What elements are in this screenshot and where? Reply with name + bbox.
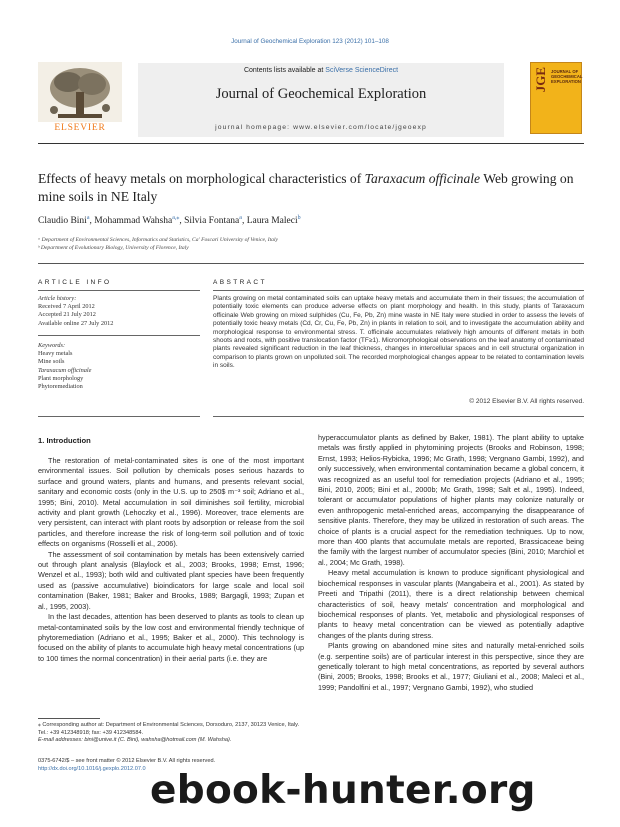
paragraph: The restoration of metal-contaminated sites is one of the most important environmental issues. Soil pollution by chemicals poses serious hazards to surface and ground waters, plants and humans, and presents relevant social, sanitary and economic costs (only in the U.S. up to 250$ m⁻³ soil; Adriano et al., 1995; Bini, 2010). Metal accumulation in soil diminishes soil fertility, microbial activity and plant growth (Lehoczky et al., 1996). Moreover, trace elements are very persistent, can interact with plant roots by adsorption or release from the soil particles, and therefore increase the risk of long-term soil pollution and of toxic effects on organisms (Rosselli et al., 2006). [38, 456, 304, 549]
body-column-right [318, 433, 584, 693]
journal-reference[interactable]: Journal of Geochemical Exploration 123 (2012) 101–108 [231, 38, 389, 45]
section-rule [38, 263, 584, 264]
cover-title: JOURNAL OF GEOCHEMICAL EXPLORATION [551, 69, 583, 84]
introduction-heading: 1. Introduction [38, 436, 91, 445]
author-name[interactable]: Mohammad Wahsha [94, 216, 173, 227]
publisher-name: ELSEVIER [54, 123, 106, 133]
paragraph: Heavy metal accumulation is known to produce significant physiological and biochemical responses in vascular plants (Mangabeira et al., 2001). As stated by Preeti and Tripathi (2011), there is a direct relationship between chemical characteristics of soil, heavy metals' concentration and morphological and biochemical responses of plants. Yet, metabolic and physiological responses of plants to heavy metal concentration can be viewed as potentially adaptive changes of the plants during stress. [318, 568, 584, 640]
paragraph: hyperaccumulator plants as defined by Baker, 1981). The plant ability to uptake metals was firstly applied in phytomining projects (Brooks and Robinson, 1998; Ernst, 1993; Helios-Rybicka, 1996; Mc Grath, 1998; Vergnano Gambi, 1992), and only successively, when environmental contamination became a global concern, it was recognized as an useful tool for remediation projects (Adriano et al., 1995; Bini, 2010, 2005; Bini et al., 2000b; Mc Grath, 1998; Salt et al., 1995). Indeed, tolerant or accumulator populations of higher plants may colonize naturally or even anthropogenic metal-enriched areas, accompanying the disappearance of sensitive plants. Therefore, they may be utilized in restoration of such areas. The choice of plants is a crucial aspect for the remediation techniques. Up to now, more than 400 plants that accumulate metals are reported, Brassicaceae being the family with the largest number of accumulator species (Bini, 2010; Marchiol et al., 2004; Mc Grath, 1998). [318, 433, 584, 567]
body-column-left [38, 456, 304, 664]
keyword: Heavy metals [38, 350, 73, 358]
article-title: Effects of heavy metals on morphological characteristics of Taraxacum officinale Web growing on mine soils in NE Italy [38, 171, 574, 204]
paragraph: In the last decades, attention has been deserved to plants as tools to clean up metal-contaminated soils by the low cost and environmental friendly technique of phytoremediation (Adriano et al., 1995; Baker et al., 2000). This technology is focused on the ability of plants to accumulate high heavy metal concentrations (up to 100 times the normal concentration) in their aerial parts (i.e. they are [38, 612, 304, 663]
copyright: © 2012 Elsevier B.V. All rights reserved. [469, 398, 584, 405]
affiliation-a: ᵃ Department of Environmental Sciences, Informatics and Statistics, Ca' Foscari University of Venice, Italy [38, 237, 278, 243]
keyword: Taraxacum officinale [38, 366, 92, 374]
paragraph: The assessment of soil contamination by metals has been extensively carried out through plant analysis (Blaylock et al., 2003; Brooks, 1998; Ernst, 1996; Wenzel et al., 1993); both wild and cultivated plant species have been frequently used as (passive accumulative) bioindicators for large scale and local soil contamination (Baker, 1981; Baker and Brooks, 1989; Bargagli, 1993; Zupan et al., 1995, 2003). [38, 549, 304, 611]
keywords: Keywords: Heavy metals Mine soils Taraxacum officinale Plant morphology Phytoremediation [38, 342, 200, 391]
author-name[interactable]: Claudio Bini [38, 216, 87, 227]
abstract-text: Plants growing on metal contaminated soils can uptake heavy metals and accumulate them in their tissues; the accumulation of potentially toxic elements can produce adverse effects on plant morphology and health. In this study, plants of Taraxacum officinale Web growing on mixed sulphides (Cu, Fe, Pb, Zn) mine waste in NE Italy were studied in order to assess the levels of potentially toxic heavy metals (Cd, Cr, Cu, Fe, Pb, Zn) in plants in relation to soil, and to investigate the accumulation ability and morphological response to environmental stress. T. officinale accumulates relatively high amounts of different metals in both shoots and roots, with positive translocation factor (TF≥1). Micromorphological observations on the leaf anatomy of contaminated plants revealed significant reduction in the leaf thickness, changes in intercellular spaces and in cell structural organization in comparison to plants grown on unpolluted soil. The recorded morphological changes appear to be related to contamination levels in soils. [213, 295, 584, 370]
journal-title: Journal of Geochemical Exploration [215, 86, 427, 102]
author-name[interactable]: Laura Maleci [246, 216, 298, 227]
corresponding-author: ⁎ Corresponding author at: Department of Environmental Sciences, Dorsoduro, 2137, 30123 Venice, Italy. Tel.: +39 412348918; fax: +39 412348584. [38, 722, 300, 736]
doi-link[interactable]: http://dx.doi.org/10.1016/j.gexplo.2012.07.0 [38, 765, 146, 772]
issn: 0375-6742/$ – see front matter © 2012 Elsevier B.V. All rights reserved. [38, 758, 216, 764]
author-name[interactable]: Silvia Fontana [184, 216, 240, 227]
contents-line [138, 67, 504, 74]
article-history: Article history: Received 7 April 2012 Accepted 21 July 2012 Available online 27 July 2012 [38, 295, 114, 327]
affiliation-b: ᵇ Department of Evolutionary Biology, University of Florence, Italy [38, 245, 189, 251]
footnote [38, 722, 304, 745]
keyword: Mine soils [38, 358, 65, 366]
article-info-rule [38, 290, 200, 291]
article-info-bottom-rule [38, 416, 200, 417]
email-addresses[interactable]: E-mail addresses: bini@unive.it (C. Bini), wahsha@hotmail.com (M. Wahsha). [38, 737, 232, 744]
abstract-heading: ABSTRACT [213, 279, 267, 286]
keywords-rule [38, 335, 200, 336]
paragraph: Plants growing on abandoned mine sites and naturally metal-enriched soils (e.g. serpentine soils) are of particular interest in this perspective, since they are genetically tolerant to high metal concentrations, as reported by several authors (Bini, 2005; Brooks, 1998; Brooks et al., 1977; Giuliani et al., 2008; Maleci et al., 1999; Pandolfini et al., 1997; Vergnano Gambi, 1992), who studied [318, 641, 584, 692]
cover-abbrev: JGE [533, 67, 548, 93]
author-list: Claudio Bini$^a$, Mohammad Wahsha$^{a,⁎}$, Silvia Fontana$^a$, Laura Maleci$^b$ [38, 215, 301, 227]
abstract-bottom-rule [213, 416, 584, 417]
header-rule [38, 143, 584, 144]
watermark: ebook-hunter.org [150, 768, 536, 813]
contents-prefix: Contents lists available at [243, 67, 326, 74]
article-info-heading: ARTICLE INFO [38, 279, 112, 286]
keyword: Phytoremediation [38, 383, 83, 391]
sciencedirect-link[interactable]: SciVerse ScienceDirect [325, 67, 399, 74]
abstract-rule [213, 290, 584, 291]
keyword: Plant morphology [38, 374, 84, 382]
journal-cover[interactable] [530, 62, 582, 134]
footnote-rule [38, 718, 100, 719]
journal-homepage[interactable]: journal homepage: www.elsevier.com/locate/jgeoexp [215, 124, 427, 131]
